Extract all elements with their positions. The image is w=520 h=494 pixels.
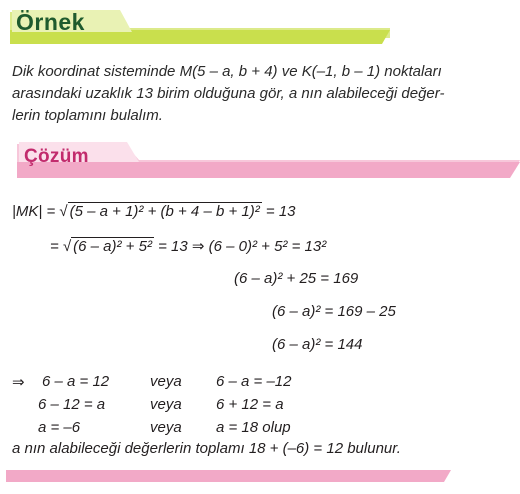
case-row-2-veya: veya: [150, 396, 182, 413]
conclusion: a nın alabileceği değerlerin toplamı 18 + (–6) = 12 bulunur.: [12, 440, 401, 457]
sqrt-1: √ (5 – a + 1)² + (b + 4 – b + 1)²: [59, 203, 260, 220]
case-row-1-left: 6 – a = 12: [42, 373, 110, 390]
case-row-3-left: a = –6: [38, 419, 81, 436]
equation-4: (6 – a)² = 169 – 25: [272, 303, 396, 320]
case-row-1-right: 6 – a = –12: [216, 373, 292, 390]
eq2-radicand: (6 – a)² + 5²: [73, 238, 152, 255]
problem-line-1: Dik koordinat sisteminde M(5 – a, b + 4) ve K(–1, b – 1) noktaları: [12, 63, 442, 80]
problem-line-3: lerin toplamını bulalım.: [12, 107, 163, 124]
case-row-2-right: 6 + 12 = a: [216, 396, 284, 413]
equation-3: (6 – a)² + 25 = 169: [234, 270, 359, 287]
equation-5: (6 – a)² = 144: [272, 336, 363, 353]
section-title-ornek: Örnek: [16, 9, 85, 35]
eq1-rhs: = 13: [261, 203, 296, 220]
case-row-3-right: a = 18 olup: [216, 419, 291, 436]
eq1-lhs: |MK| =: [12, 203, 60, 220]
problem-line-2: arasındaki uzaklık 13 birim olduğuna gör, a nın alabileceği değer-: [12, 85, 445, 102]
case-row-2-left: 6 – 12 = a: [38, 396, 106, 413]
eq1-radicand: (5 – a + 1)² + (b + 4 – b + 1)²: [69, 203, 260, 220]
case-implies-arrow: ⇒: [12, 374, 25, 391]
sqrt-2: √ (6 – a)² + 5²: [62, 238, 152, 255]
section-title-cozum: Çözüm: [24, 146, 89, 167]
equation-2: [50, 237, 326, 255]
case-row-1-veya: veya: [150, 373, 182, 390]
equation-1: [12, 202, 296, 220]
eq2-lead: =: [50, 238, 63, 255]
bottom-divider-band: [6, 466, 451, 484]
case-row-3-veya: veya: [150, 419, 182, 436]
eq2-rest: = 13 ⇒ (6 – 0)² + 5² = 13²: [153, 238, 327, 255]
